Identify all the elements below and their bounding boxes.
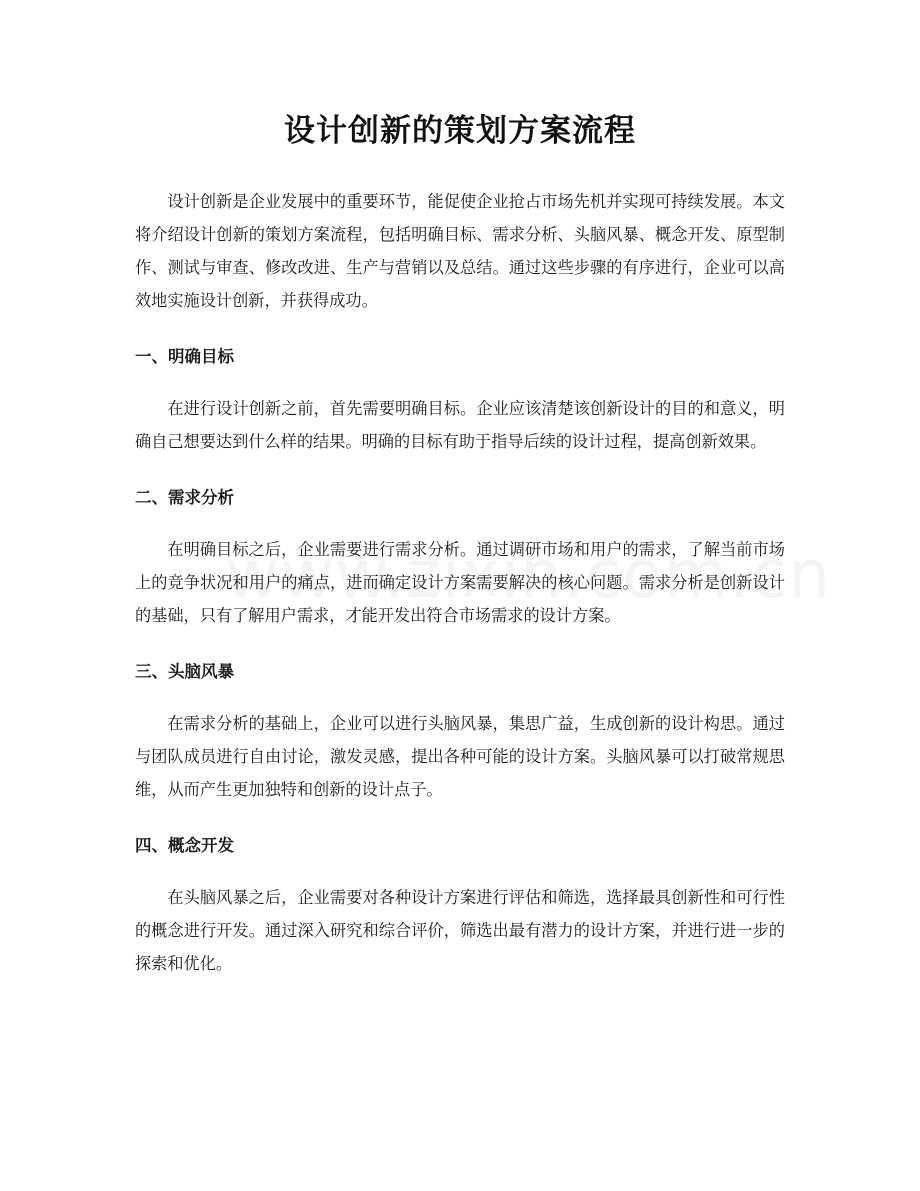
section-heading: 四、概念开发	[135, 836, 234, 855]
section-heading: 二、需求分析	[135, 488, 234, 507]
section-paragraph: 在需求分析的基础上，企业可以进行头脑风暴，集思广益，生成创新的设计构思。通过与团队成员进行自由讨论，激发灵感，提出各种可能的设计方案。头脑风暴可以打破常规思维，从而产生更加独特和创新的设计点子。	[135, 714, 785, 799]
section-concept-development	[135, 831, 785, 980]
section-heading: 一、明确目标	[135, 347, 234, 366]
section-brainstorm	[135, 657, 785, 806]
document-title: 设计创新的策划方案流程	[284, 113, 636, 149]
section-paragraph: 在明确目标之后，企业需要进行需求分析。通过调研市场和用户的需求，了解当前市场上的竞争状况和用户的痛点，进而确定设计方案需要解决的核心问题。需求分析是创新设计的基础，只有了解用户需求，才能开发出符合市场需求的设计方案。	[135, 540, 785, 625]
section-paragraph: 在进行设计创新之前，首先需要明确目标。企业应该清楚该创新设计的目的和意义，明确自己想要达到什么样的结果。明确的目标有助于指导后续的设计过程，提高创新效果。	[135, 399, 785, 451]
document-content	[135, 108, 785, 980]
section-paragraph: 在头脑风暴之后，企业需要对各种设计方案进行评估和筛选，选择最具创新性和可行性的概念进行开发。通过深入研究和综合评价，筛选出最有潜力的设计方案，并进行进一步的探索和优化。	[135, 888, 785, 973]
section-goal	[135, 342, 785, 458]
section-needs-analysis	[135, 483, 785, 632]
intro-paragraph: 设计创新是企业发展中的重要环节，能促使企业抢占市场先机并实现可持续发展。本文将介绍设计创新的策划方案流程，包括明确目标、需求分析、头脑风暴、概念开发、原型制作、测试与审查、修改改进、生产与营销以及总结。通过这些步骤的有序进行，企业可以高效地实施设计创新，并获得成功。	[135, 192, 785, 310]
section-heading: 三、头脑风暴	[135, 662, 234, 681]
